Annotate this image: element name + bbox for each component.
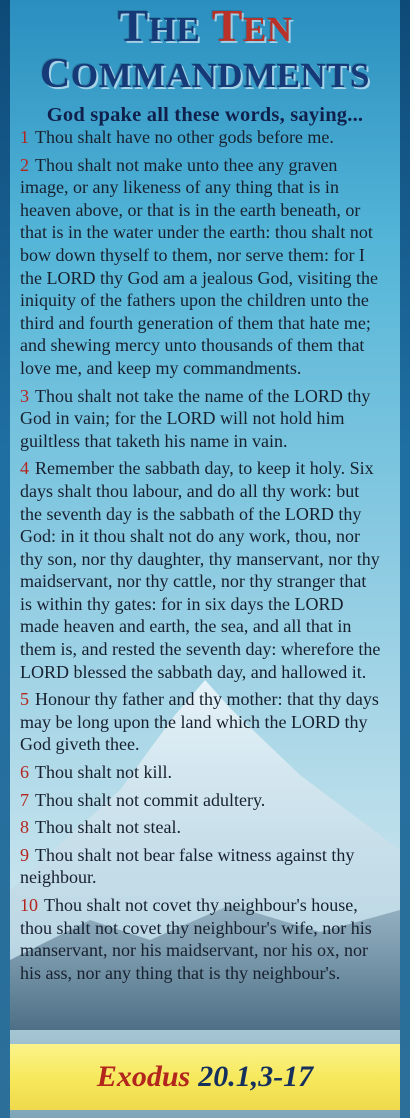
commandment-3 xyxy=(20,385,382,453)
commandment-text: Thou shalt have no other gods before me. xyxy=(35,127,334,147)
commandment-10 xyxy=(20,894,382,984)
commandment-text: Thou shalt not commit adultery. xyxy=(35,789,266,810)
page-title-line2: COMMANDMENTS xyxy=(40,51,370,97)
scripture-reference xyxy=(10,1044,400,1110)
commandment-9 xyxy=(20,844,382,889)
commandment-2 xyxy=(20,154,382,380)
commandment-number: 7 xyxy=(20,789,29,810)
reference-verses: 20.1,3-17 xyxy=(198,1060,314,1093)
commandment-number: 1 xyxy=(20,127,29,147)
commandment-7 xyxy=(20,789,382,812)
commandment-text: Thou shalt not bear false witness against thy neighbour. xyxy=(20,844,355,888)
commandment-number: 2 xyxy=(20,154,29,175)
commandment-number: 10 xyxy=(20,895,38,915)
commandment-6 xyxy=(20,761,382,784)
commandment-number: 3 xyxy=(20,385,29,406)
commandment-number: 5 xyxy=(20,689,29,710)
page-title: THE TEN xyxy=(117,0,293,51)
commandment-4 xyxy=(20,457,382,683)
commandment-text: Thou shalt not take the name of the LORD thy God in vain; for the LORD will not hold him guiltless that taketh his name in vain. xyxy=(20,385,371,451)
commandment-text: Thou shalt not kill. xyxy=(35,762,172,783)
commandment-8 xyxy=(20,816,382,839)
commandment-text: Thou shalt not steal. xyxy=(35,817,181,838)
commandment-text: Thou shalt not make unto thee any graven image, or any likeness of any thing that is in heaven above, or that is in the earth beneath, or that is in the water under the earth: thou shalt not bow down thyself to them, nor serve them: for I the LORD thy God am a jealous God, visiting the iniquity of the fathers upon the children unto the third and fourth generation of them that hate me; and shewing mercy unto thousands of them that love me, and keep my commandments. xyxy=(20,154,378,378)
commandments-list xyxy=(20,126,382,989)
commandment-text: Thou shalt not covet thy neighbour's house, thou shalt not covet thy neighbour's wife, nor his manservant, nor his maidservant, nor his ox, nor his ass, nor any thing that is thy neighbour's. xyxy=(20,895,372,983)
commandment-text: Remember the sabbath day, to keep it holy. Six days shalt thou labour, and do all thy work: but the seventh day is the sabbath of the LORD thy God: in it thou shalt not do any work, thou, nor thy son, nor thy daughter, thy manservant, nor thy maidservant, nor thy cattle, nor thy stranger that is within thy gates: for in six days the LORD made heaven and earth, the sea, and all that in them is, and rested the seventh day: wherefore the LORD blessed the sabbath day, and hallowed it. xyxy=(20,458,381,682)
header xyxy=(0,0,410,127)
reference-book: Exodus xyxy=(96,1060,191,1093)
commandment-1 xyxy=(20,126,382,149)
commandment-5 xyxy=(20,688,382,756)
subtitle: God spake all these words, saying... xyxy=(46,104,364,126)
commandment-number: 8 xyxy=(20,817,29,838)
commandment-number: 6 xyxy=(20,762,29,783)
commandment-text: Honour thy father and thy mother: that thy days may be long upon the land which the LORD thy God giveth thee. xyxy=(20,689,379,755)
commandment-number: 4 xyxy=(20,458,29,479)
commandment-number: 9 xyxy=(20,844,29,865)
